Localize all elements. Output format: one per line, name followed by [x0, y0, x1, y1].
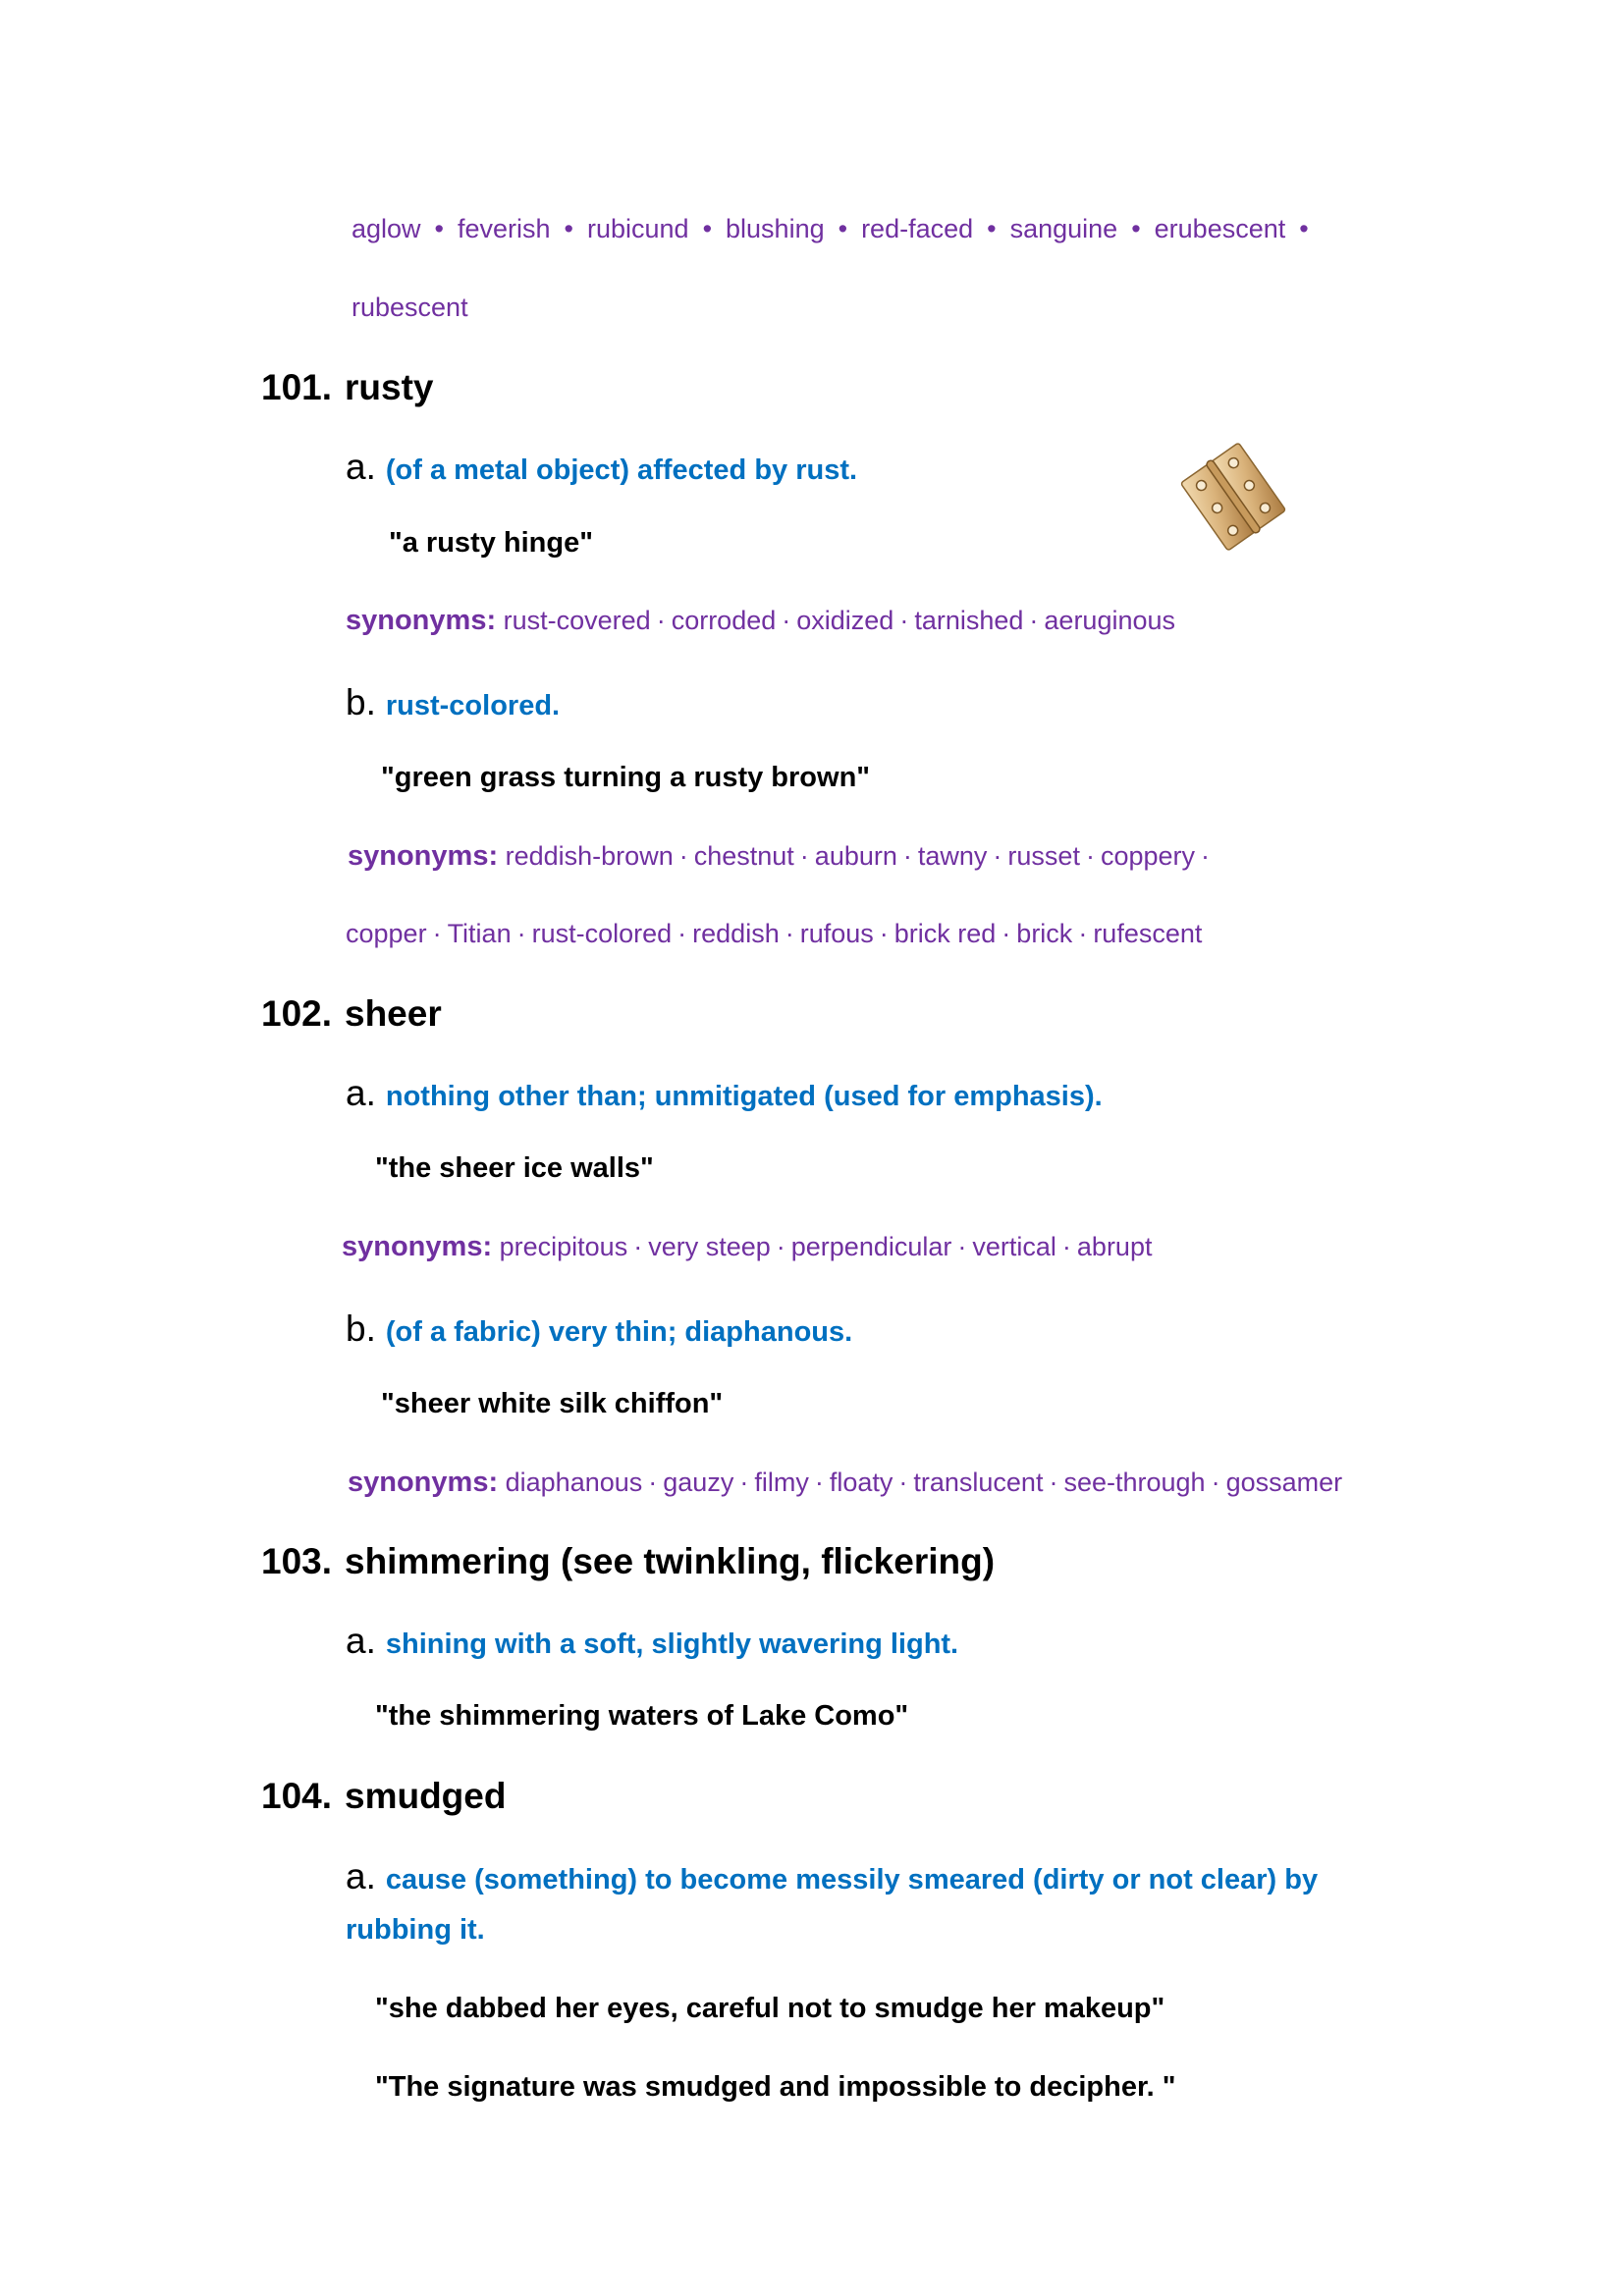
synonym-word: aglow	[352, 214, 421, 243]
entry-heading-104	[261, 1776, 506, 1817]
synonym-word: tarnished	[914, 606, 1024, 635]
synonym-word: oxidized	[796, 606, 894, 635]
synonym-word: gossamer	[1225, 1468, 1343, 1497]
synonym-word: reddish-brown	[505, 841, 674, 871]
example-sentence: "the shimmering waters of Lake Como"	[375, 1700, 909, 1732]
entry-word: sheer	[345, 993, 442, 1034]
separator: ·	[898, 1468, 908, 1497]
sense-letter: a.	[346, 1856, 376, 1896]
definition-text: (of a fabric) very thin; diaphanous.	[385, 1316, 853, 1348]
separator: ·	[993, 841, 1002, 871]
entry-heading-103	[261, 1541, 995, 1582]
synonym-word: copper	[346, 919, 427, 948]
synonyms-row-continued	[346, 919, 1202, 949]
definition-text: rust-colored.	[385, 690, 561, 721]
sense-letter: b.	[346, 1308, 376, 1349]
example-sentence: "sheer white silk chiffon"	[381, 1388, 724, 1419]
entry-number: 104.	[261, 1776, 333, 1816]
separator: ·	[799, 841, 809, 871]
example-sentence: "The signature was smudged and impossible to decipher. "	[375, 2071, 1176, 2103]
bullet-separator: •	[987, 214, 997, 243]
synonym-word: Titian	[447, 919, 512, 948]
example-sentence: "green grass turning a rusty brown"	[381, 762, 871, 793]
separator: ·	[432, 919, 442, 948]
synonym-word: brick	[1016, 919, 1073, 948]
synonym-word: rust-colored	[531, 919, 673, 948]
synonym-word: translucent	[913, 1468, 1044, 1497]
separator: ·	[782, 606, 791, 635]
synonyms-label: synonyms:	[348, 840, 499, 872]
bullet-separator: •	[702, 214, 713, 243]
sense-letter: a.	[346, 1621, 376, 1661]
separator: ·	[776, 1232, 785, 1261]
sense-101-a-definition	[346, 447, 857, 488]
separator: ·	[678, 841, 688, 871]
sense-104-a-definition	[346, 1856, 1318, 1897]
entry-heading-102	[261, 993, 442, 1035]
bullet-separator: •	[838, 214, 848, 243]
synonym-word: rust-covered	[503, 606, 651, 635]
synonym-word: russet	[1007, 841, 1080, 871]
example-sentence: "a rusty hinge"	[389, 527, 593, 559]
separator: ·	[1001, 919, 1011, 948]
entry-number: 101.	[261, 367, 333, 407]
bullet-separator: •	[1299, 214, 1309, 243]
synonym-word: rubescent	[352, 293, 468, 322]
synonym-word: brick red	[893, 919, 997, 948]
separator: ·	[739, 1468, 749, 1497]
separator: ·	[879, 919, 889, 948]
synonym-word: corroded	[671, 606, 777, 635]
sense-letter: b.	[346, 682, 376, 722]
synonyms-label: synonyms:	[346, 605, 497, 636]
synonym-word: rufous	[799, 919, 874, 948]
separator: ·	[648, 1468, 658, 1497]
synonym-word: vertical	[972, 1232, 1056, 1261]
sense-104-a-definition-continued: rubbing it.	[346, 1914, 485, 1946]
sense-103-a-definition	[346, 1621, 958, 1662]
hinge-image	[1174, 438, 1292, 556]
synonym-word: erubescent	[1154, 214, 1286, 243]
synonym-word: rufescent	[1093, 919, 1203, 948]
synonym-word: tawny	[917, 841, 988, 871]
separator: ·	[656, 606, 666, 635]
synonym-word: aeruginous	[1044, 606, 1176, 635]
synonyms-row	[346, 605, 1175, 637]
separator: ·	[1029, 606, 1039, 635]
entry-heading-101	[261, 367, 433, 408]
synonyms-label: synonyms:	[342, 1231, 493, 1262]
definition-text: (of a metal object) affected by rust.	[385, 454, 858, 486]
example-sentence: "she dabbed her eyes, careful not to smudge her makeup"	[375, 1993, 1165, 2024]
synonym-word: rubicund	[587, 214, 689, 243]
synonyms-label: synonyms:	[348, 1467, 499, 1498]
synonym-word: abrupt	[1076, 1232, 1153, 1261]
synonym-word: sanguine	[1009, 214, 1118, 243]
entry-word: smudged	[345, 1776, 507, 1816]
synonym-word: precipitous	[499, 1232, 628, 1261]
entry-word: shimmering (see twinkling, flickering)	[345, 1541, 996, 1581]
bullet-separator: •	[434, 214, 444, 243]
synonym-word: diaphanous	[505, 1468, 643, 1497]
sense-letter: a.	[346, 1073, 376, 1113]
separator: ·	[1085, 841, 1095, 871]
synonym-word: floaty	[829, 1468, 893, 1497]
separator: ·	[785, 919, 794, 948]
synonym-word: blushing	[726, 214, 825, 243]
bullet-separator: •	[564, 214, 573, 243]
synonym-word: coppery	[1100, 841, 1196, 871]
definition-text: nothing other than; unmitigated (used for emphasis).	[385, 1081, 1103, 1112]
synonym-word: very steep	[648, 1232, 771, 1261]
synonyms-row	[348, 1467, 1342, 1499]
sense-letter: a.	[346, 447, 376, 487]
synonym-word: reddish	[692, 919, 780, 948]
top-synonyms-line-1	[352, 214, 1323, 244]
example-sentence: "the sheer ice walls"	[375, 1152, 654, 1184]
separator: ·	[899, 606, 909, 635]
separator: ·	[1078, 919, 1088, 948]
separator: ·	[902, 841, 912, 871]
entry-number: 103.	[261, 1541, 333, 1581]
top-synonyms-line-2	[352, 293, 468, 323]
separator: ·	[677, 919, 687, 948]
synonym-word: auburn	[814, 841, 897, 871]
sense-102-a-definition	[346, 1073, 1103, 1114]
synonym-word: gauzy	[663, 1468, 734, 1497]
separator: ·	[1061, 1232, 1071, 1261]
separator: ·	[1211, 1468, 1220, 1497]
bullet-separator: •	[1131, 214, 1141, 243]
synonyms-row	[342, 1231, 1152, 1263]
separator: ·	[1049, 1468, 1058, 1497]
synonym-word: red-faced	[861, 214, 974, 243]
synonym-word: perpendicular	[790, 1232, 952, 1261]
separator: ·	[633, 1232, 643, 1261]
synonyms-row	[348, 840, 1216, 873]
synonym-word: feverish	[458, 214, 551, 243]
entry-word: rusty	[345, 367, 434, 407]
separator: ·	[516, 919, 526, 948]
definition-text: shining with a soft, slightly wavering light.	[385, 1629, 959, 1660]
synonym-word: chestnut	[693, 841, 794, 871]
synonym-word: filmy	[754, 1468, 809, 1497]
separator: ·	[957, 1232, 967, 1261]
synonym-word: see-through	[1063, 1468, 1206, 1497]
entry-number: 102.	[261, 993, 333, 1034]
separator: ·	[814, 1468, 824, 1497]
sense-101-b-definition	[346, 682, 560, 723]
separator: ·	[1201, 841, 1211, 871]
sense-102-b-definition	[346, 1308, 852, 1350]
definition-text: cause (something) to become messily smeared (dirty or not clear) by	[385, 1864, 1319, 1896]
